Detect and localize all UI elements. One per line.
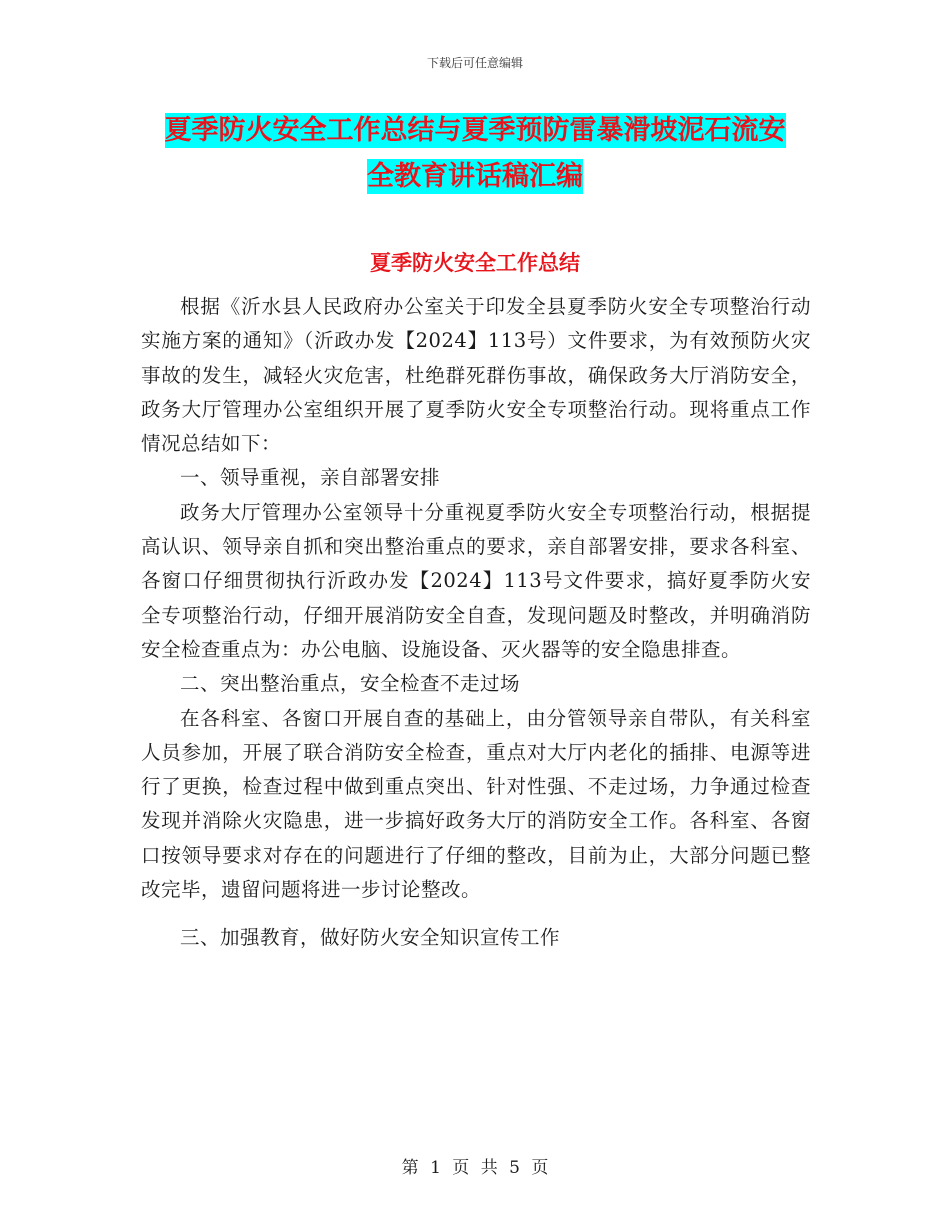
document-title-line2: 全教育讲话稿汇编 [367,161,583,192]
heading-one: 一、领导重视，亲自部署安排 [180,466,441,490]
header-note: 下载后可任意编辑 [426,56,523,70]
heading-three: 三、加强教育，做好防火安全知识宣传工作 [180,926,561,950]
paragraph-intro: 根据《沂水县人民政府办公室关于印发全县夏季防火安全专项整治行动实施方案的通知》（沂政办发【2024】113号）文件要求，为有效预防火灾事故的发生，减轻火灾危害，杜绝群死群伤事故，确保政务大厅消防安全，政务大厅管理办公室组织开展了夏季防火安全专项整治行动。现将重点工作情况总结如下： [141,295,811,456]
document-body [141,290,811,956]
paragraph-one: 政务大厅管理办公室领导十分重视夏季防火安全专项整治行动，根据提高认识、领导亲自抓和突出整治重点的要求，亲自部署安排，要求各科室、各窗口仔细贯彻执行沂政办发【2024】113号文件要求，搞好夏季防火安全专项整治行动，仔细开展消防安全自查，发现问题及时整改，并明确消防安全检查重点为：办公电脑、设施设备、灭火器等的安全隐患排查。 [141,500,811,661]
heading-two: 二、突出整治重点，安全检查不走过场 [180,672,521,696]
section-title: 夏季防火安全工作总结 [370,251,580,275]
page-footer: 第 1 页 共 5 页 [401,1158,549,1178]
document-title-line1: 夏季防火安全工作总结与夏季预防雷暴滑坡泥石流安 [164,115,786,146]
paragraph-two: 在各科室、各窗口开展自查的基础上，由分管领导亲自带队，有关科室人员参加，开展了联合消防安全检查，重点对大厅内老化的插排、电源等进行了更换，检查过程中做到重点突出、针对性强、不走过场，力争通过检查发现并消除火灾隐患，进一步搞好政务大厅的消防安全工作。各科室、各窗口按领导要求对存在的问题进行了仔细的整改，目前为止，大部分问题已整改完毕，遗留问题将进一步讨论整改。 [141,706,811,902]
document-title [140,108,810,200]
